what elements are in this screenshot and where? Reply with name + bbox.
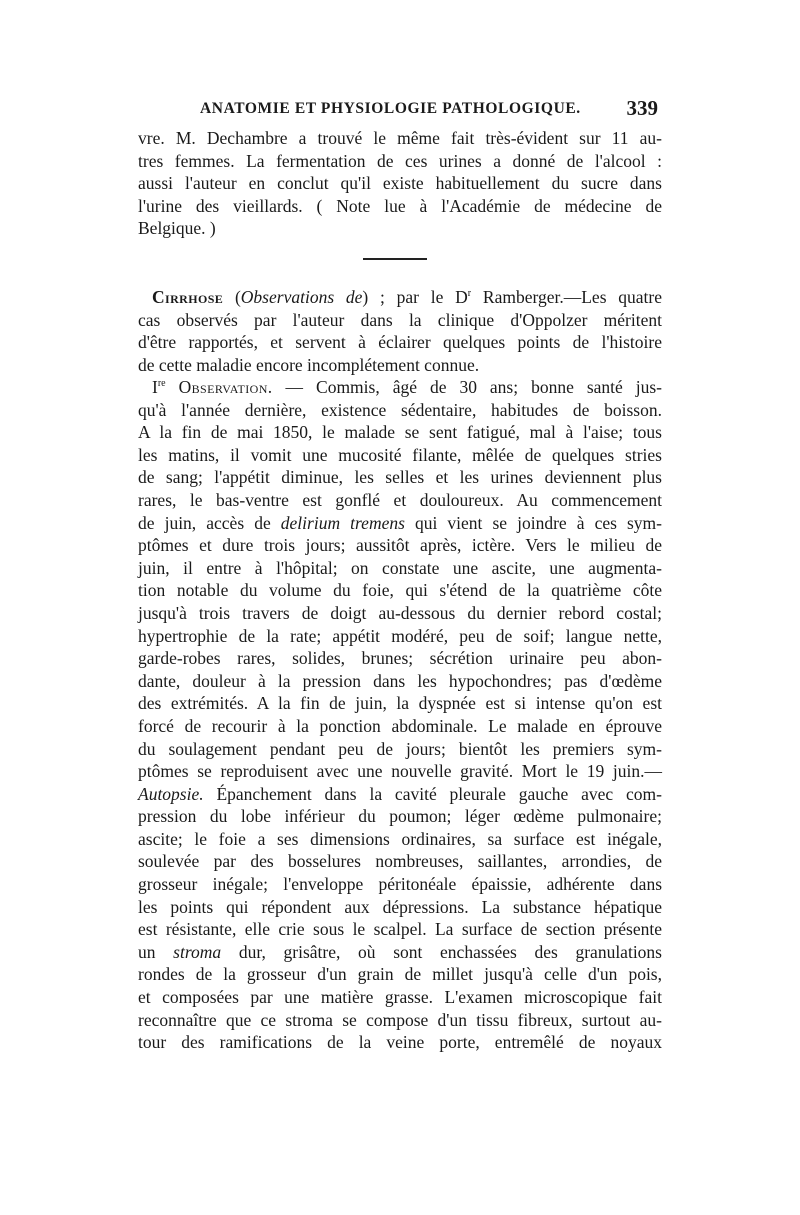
- text-line: qu'à l'année dernière, existence sédentaire, habitudes de boisson.: [138, 399, 662, 420]
- text-line: cas observés par l'auteur dans la clinique d'Oppolzer méritent: [138, 309, 662, 330]
- text-line: Belgique. ): [138, 218, 216, 239]
- text-line: les matins, il vomit une mucosité filante, mêlée de quelques stries: [138, 444, 662, 465]
- text-line: du soulagement pendant peu de jours; bientôt les premiers sym-: [138, 738, 662, 759]
- text-line: d'être rapportés, et servent à éclairer quelques points de l'histoire: [138, 332, 662, 353]
- page-number: 339: [626, 96, 658, 120]
- text-line: garde-robes rares, solides, brunes; sécrétion urinaire peu abon-: [138, 648, 662, 669]
- paragraph-1: [138, 127, 662, 240]
- text-line: pression du lobe inférieur du poumon; léger œdème pulmonaire;: [138, 806, 662, 827]
- text-line: Ire Observation. — Commis, âgé de 30 ans; bonne santé jus-: [152, 377, 662, 397]
- text-line: tour des ramifications de la veine porte, entremêlé de noyaux: [138, 1032, 662, 1053]
- text-line: grosseur inégale; l'enveloppe péritonéale épaissie, adhérente dans: [138, 874, 662, 895]
- text-line: ascite; le foie a ses dimensions ordinaires, sa surface est inégale,: [138, 828, 662, 849]
- source-title: Observations de: [240, 287, 363, 307]
- text-line: est résistante, elle crie sous le scalpel. La surface de section présente: [138, 919, 662, 940]
- text-line: tion notable du volume du foie, qui s'étend de la quatrième côte: [138, 580, 662, 601]
- paragraph-cirrhose: [138, 286, 662, 376]
- text-line: Autopsie. Épanchement dans la cavité pleurale gauche avec com-: [138, 783, 662, 804]
- text-line: Cirrhose (Observations de) ; par le $D^r$ Ramberger.—Les quatre: [152, 287, 663, 307]
- text-line: de juin, accès de delirium tremens qui vient se joindre à ces sym-: [138, 512, 662, 533]
- section-rule: [363, 258, 427, 260]
- text-line: hypertrophie de la rate; appétit modéré, peu de soif; langue nette,: [138, 625, 662, 646]
- text-line: l'urine des vieillards. ( Note lue à l'Académie de médecine de: [138, 195, 662, 216]
- text-line: des extrémités. A la fin de juin, la dyspnée est si intense qu'on est: [138, 693, 662, 714]
- text-line: ptômes et dure trois jours; aussitôt après, ictère. Vers le milieu de: [138, 535, 662, 556]
- text-line: dante, douleur à la pression dans les hypochondres; pas d'œdème: [138, 670, 662, 691]
- text-line: juin, il entre à l'hôpital; on constate une ascite, une augmenta-: [138, 557, 662, 578]
- autopsie-label: Autopsie.: [138, 783, 204, 804]
- text-line: jusqu'à trois travers de doigt au-dessous du dernier rebord costal;: [138, 602, 662, 623]
- text-line: de cette maladie encore incomplétement connue.: [138, 354, 480, 375]
- running-header: [138, 96, 660, 122]
- text-line: de sang; l'appétit diminue, les selles et les urines deviennent plus: [138, 467, 662, 488]
- text-line: forcé de recourir à la ponction abdominale. Le malade en éprouve: [138, 715, 662, 736]
- text-line: et composées par une matière grasse. L'examen microscopique fait: [138, 987, 662, 1008]
- text-line: les points qui répondent aux dépressions. La substance hépatique: [138, 896, 662, 917]
- stroma-term: stroma: [173, 941, 222, 962]
- text-line: A la fin de mai 1850, le malade se sent fatigué, mal à l'aise; tous: [138, 422, 662, 443]
- text-line: un stroma dur, grisâtre, où sont enchassées des granulations: [138, 941, 662, 962]
- text-line: reconnaître que ce stroma se compose d'un tissu fibreux, surtout au-: [138, 1009, 662, 1030]
- observation-label: Observation.: [178, 377, 273, 397]
- delirium-tremens: delirium tremens: [280, 512, 405, 533]
- text-line: tres femmes. La fermentation de ces urines a donné de l'alcool :: [138, 150, 662, 171]
- running-title: ANATOMIE ET PHYSIOLOGIE PATHOLOGIQUE.: [200, 100, 581, 117]
- section-term: Cirrhose: [152, 287, 224, 307]
- text-line: soulevée par des bosselures nombreuses, saillantes, arrondies, de: [138, 851, 662, 872]
- text-line: ptômes se reproduisent avec une nouvelle gravité. Mort le 19 juin.—: [138, 761, 662, 782]
- paragraph-observation: [138, 376, 662, 1054]
- text-line: vre. M. Dechambre a trouvé le même fait très-évident sur 11 au-: [138, 128, 662, 148]
- text-line: aussi l'auteur en conclut qu'il existe habituellement du sucre dans: [138, 173, 662, 194]
- text-line: rares, le bas-ventre est gonflé et douloureux. Au commencement: [138, 489, 662, 510]
- text-line: rondes de la grosseur d'un grain de millet jusqu'à celle d'un pois,: [138, 964, 662, 985]
